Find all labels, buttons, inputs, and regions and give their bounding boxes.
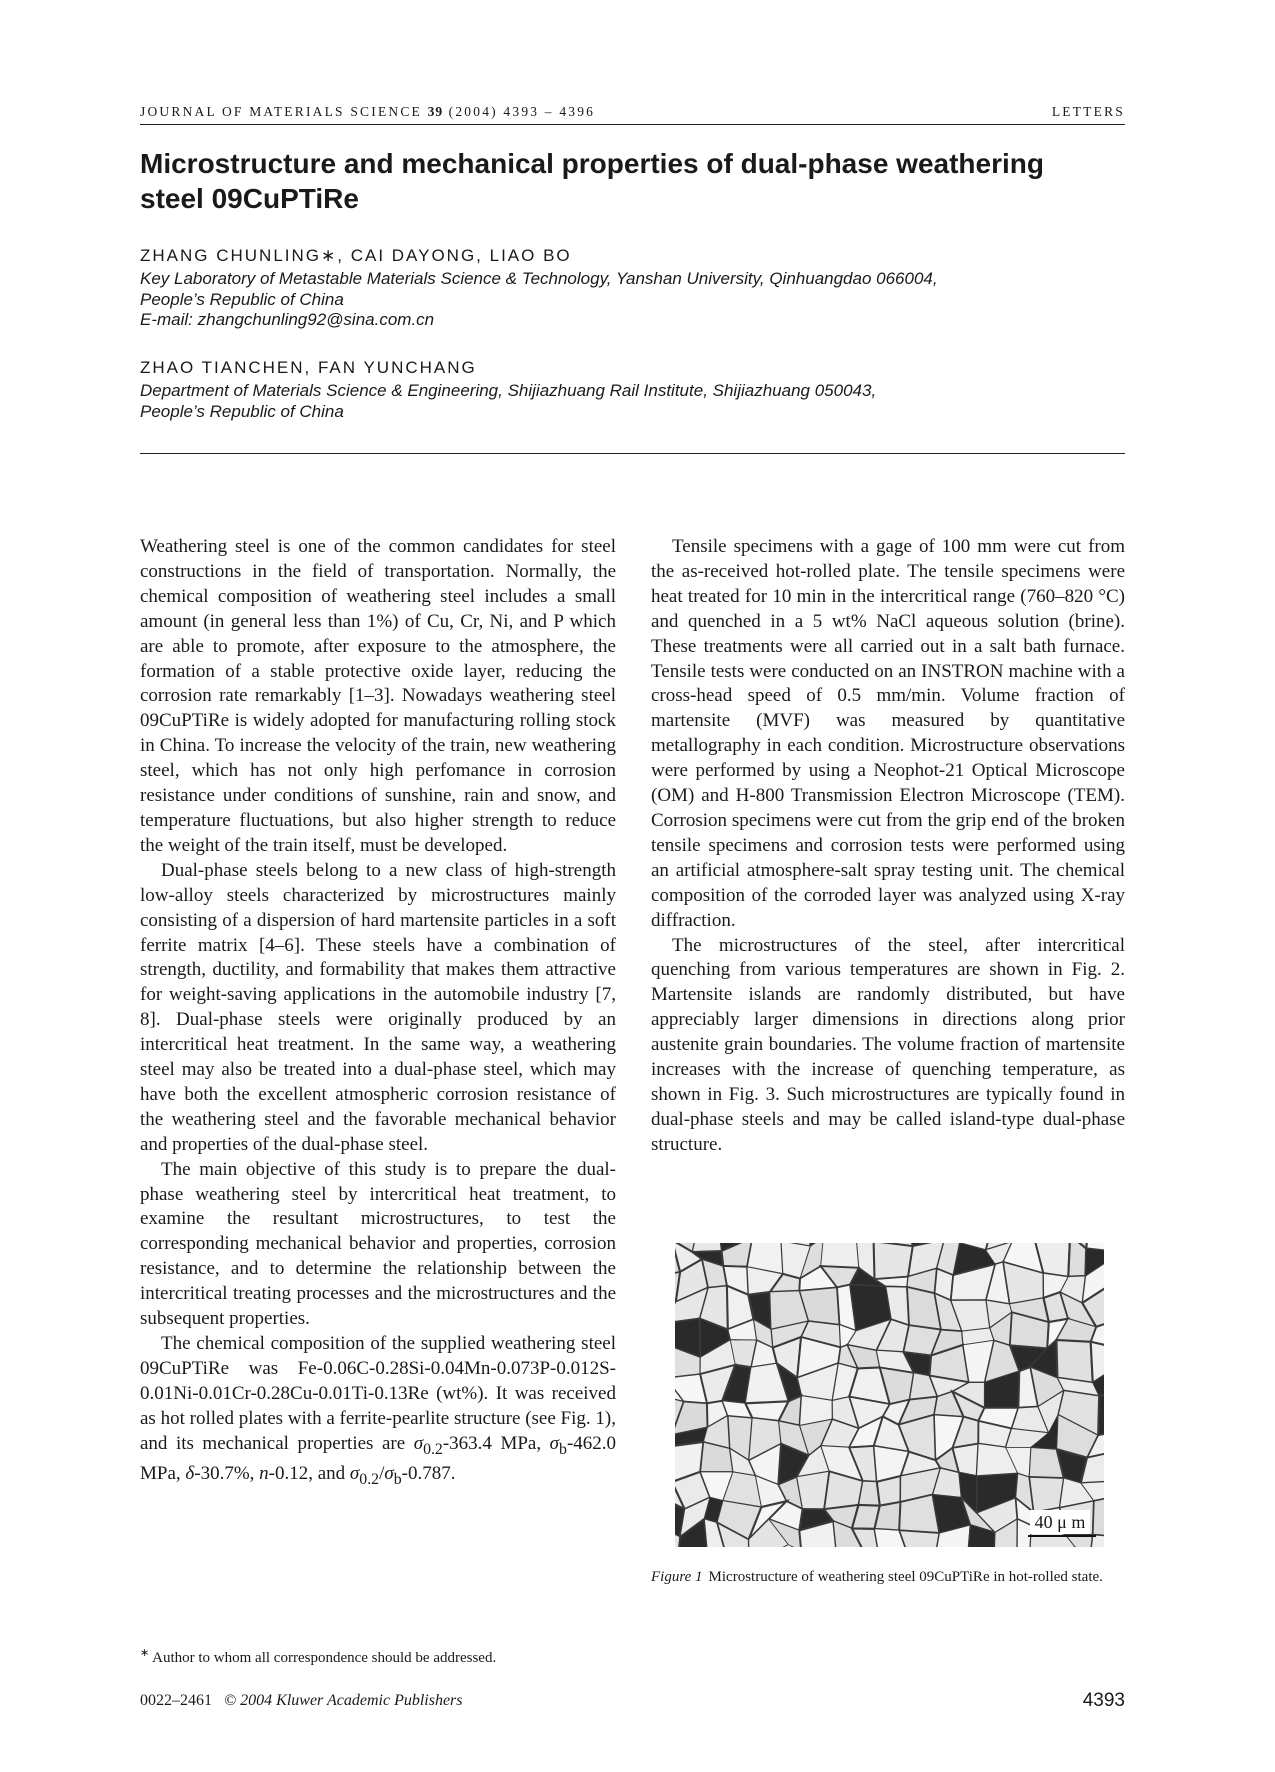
title-line: steel 09CuPTiRe xyxy=(140,183,359,214)
micrograph-image xyxy=(675,1243,1104,1547)
affiliation-line: Key Laboratory of Metastable Materials Science & Technology, Yanshan University, Qinhuangdao 066004, xyxy=(140,269,938,288)
body-paragraph: The chemical composition of the supplied weathering steel 09CuPTiRe was Fe-0.06C-0.28Si-0.04Mn-0.073P-0.012S-0.01Ni-0.01Cr-0.28Cu-0.01Ti-0.13Re (wt%). It was received as hot rolled plates with a ferrite-pearlite structure (see Fig. 1), and its mechanical properties are $\sigma_{0.2}-363.4$ MPa, $\sigma_b-462.0$ MPa, δ-30.7%, n-0.12, and $\sigma_{0.2}/\sigma_b-0.787$. xyxy=(140,1333,617,1489)
section-divider xyxy=(140,453,1125,454)
header-divider xyxy=(140,124,1125,125)
body-paragraph: Weathering steel is one of the common candidates for steel constructions in the field of transportation. Normally, the chemical composition of weathering steel includes a small amount (in general less than 1%) of Cu, Cr, Ni, and P which are able to promote, after exposure to the atmosphere, the formation of a stable protective oxide layer, reducing the corrosion rate remarkably [1–3]. Nowadays weathering steel 09CuPTiRe is widely adopted for manufacturing rolling stock in China. To increase the velocity of the train, new weathering steel, which has not only high perfomance in corrosion resistance under conditions of sunshine, rain and snow, and temperature fluctuations, but also higher strength to reduce the weight of the train itself, must be developed. xyxy=(140,536,616,856)
scale-bar xyxy=(1028,1535,1096,1537)
article-title xyxy=(140,146,1125,216)
footnote-text: Author to whom all correspondence should be addressed. xyxy=(149,1650,497,1666)
body-paragraph: Dual-phase steels belong to a new class of high-strength low-alloy steels characterized by microstructures mainly consisting of a dispersion of hard martensite particles in a soft ferrite matrix [4–6]. These steels have a combination of strength, ductility, and formability that makes them attractive for weight-saving applications in the automobile industry [7, 8]. Dual-phase steels were originally produced by an intercritical heat treatment. In the same way, a weathering steel may also be treated into a dual-phase steel, which may have both the excellent atmospheric corrosion resistance of the weathering steel and the favorable mechanical behavior and properties of the dual-phase steel. xyxy=(140,859,616,1155)
footer-publication xyxy=(140,1692,463,1710)
affiliation-line: Department of Materials Science & Engineering, Shijiazhuang Rail Institute, Shijiazhuang 050043, xyxy=(140,381,877,400)
figure-label: Figure 1 xyxy=(651,1569,703,1585)
property-value: -30.7%, xyxy=(194,1463,255,1485)
scale-bar-label: 40 μ m xyxy=(1030,1510,1090,1534)
property-value: -0.12, and xyxy=(268,1463,346,1485)
copyright: © 2004 Kluwer Academic Publishers xyxy=(224,1692,463,1709)
body-paragraph: The microstructures of the steel, after intercritical quenching from various temperatures are shown in Fig. 2. Martensite islands are randomly distributed, but have appreciably larger dimensions in directions along prior austenite grain boundaries. The volume fraction of martensite increases with the increase of quenching temperature, as shown in Fig. 3. Such microstructures are typically found in dual-phase steels and may be called island-type dual-phase structure. xyxy=(651,934,1125,1155)
author-names: ZHANG CHUNLING∗, CAI DAYONG, LIAO BO xyxy=(140,246,572,265)
section-label: LETTERS xyxy=(1051,104,1125,119)
paragraph-text: The chemical composition of the supplied weathering steel 09CuPTiRe was Fe-0.06C-0.28Si-0.04Mn-0.073P-0.012S-0.01Ni-0.01Cr-0.28Cu-0.01Ti-0.13Re (wt%). It was received as hot rolled plates with a ferrite-pearlite structure (see Fig. 1), and its mechanical properties are xyxy=(140,1333,616,1454)
journal-volume: 39 xyxy=(427,104,444,119)
affiliation-line: People’s Republic of China xyxy=(140,401,344,421)
page-number: 4393 xyxy=(1082,1690,1125,1711)
micrograph-figure xyxy=(675,1243,1104,1547)
journal-citation xyxy=(140,104,595,120)
body-paragraph: Tensile specimens with a gage of 100 mm were cut from the as-received hot-rolled plate. The tensile specimens were heat treated for 10 min in the intercritical range (760–820 °C) and quenched in a 5 wt% NaCl aqueous solution (brine). These treatments were all carried out in a salt bath furnace. Tensile tests were conducted on an INSTRON machine with a cross-head speed of 0.5 mm/min. Volume fraction of martensite (MVF) was measured by quantitative metallography in each condition. Microstructure observations were performed by using a Neophot-21 Optical Microscope (OM) and H-800 Transmission Electron Microscope (TEM). Corrosion specimens were cut from the grip end of the broken tensile specimens and corrosion tests were performed using an artificial atmosphere-salt spray testing unit. The chemical composition of the corroded layer was analyzed using X-ray diffraction. xyxy=(651,536,1125,931)
property-value: -462.0 MPa, xyxy=(140,1432,617,1485)
right-column xyxy=(651,535,1125,1158)
author-affiliation xyxy=(140,381,1125,422)
author-email: E-mail: zhangchunling92@sina.com.cn xyxy=(140,310,435,329)
footnote xyxy=(140,1646,740,1667)
footnote-mark: ∗ xyxy=(140,1647,150,1659)
issn: 0022–2461 xyxy=(140,1692,212,1709)
title-line: Microstructure and mechanical properties of dual-phase weathering xyxy=(140,148,1044,179)
left-column xyxy=(140,535,616,1493)
author-names: ZHAO TIANCHEN, FAN YUNCHANG xyxy=(140,358,477,377)
running-head xyxy=(140,104,1125,126)
caption-text: Microstructure of weathering steel 09CuPTiRe in hot-rolled state. xyxy=(708,1569,1103,1585)
journal-name: JOURNAL OF MATERIALS SCIENCE xyxy=(140,104,422,119)
body-paragraph: The main objective of this study is to prepare the dual-phase weathering steel by intercritical heat treatment, to examine the resultant microstructures, to test the corresponding mechanical behavior and properties, corrosion resistance, and to determine the relationship between the intercritical treating processes and the microstructures and the subsequent properties. xyxy=(140,1158,616,1330)
property-value: -363.4 MPa, xyxy=(442,1432,542,1454)
author-affiliation xyxy=(140,269,1125,331)
figure-caption xyxy=(651,1567,1125,1587)
journal-year-pages: (2004) 4393 – 4396 xyxy=(448,104,596,119)
property-value: -0.787. xyxy=(401,1463,456,1485)
affiliation-line: People’s Republic of China xyxy=(140,289,344,309)
